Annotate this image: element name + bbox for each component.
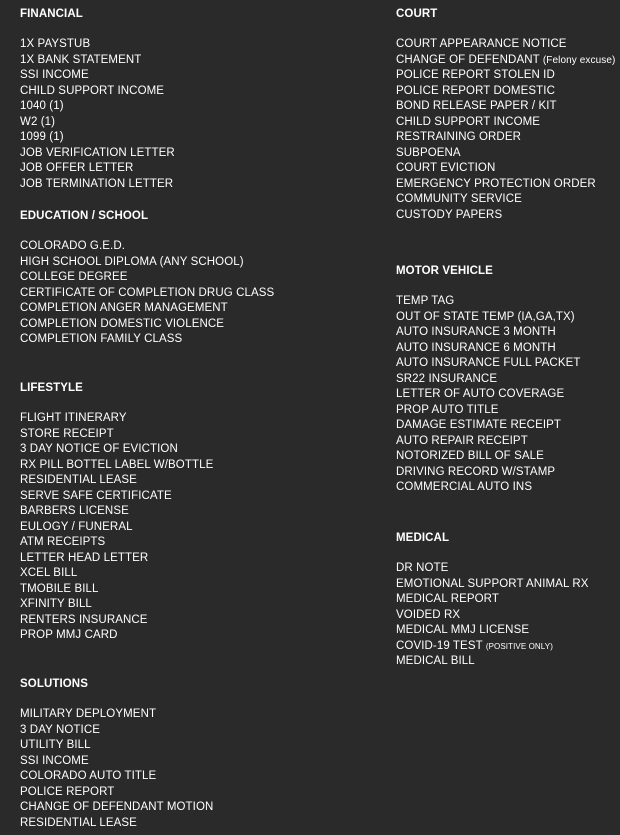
list-item	[20, 723, 213, 739]
item-list	[20, 707, 213, 831]
item-label: W2 (1)	[20, 115, 56, 128]
item-label: LETTER HEAD LETTER	[20, 551, 149, 564]
list-item	[396, 639, 589, 655]
item-label: CUSTODY PAPERS	[396, 208, 503, 221]
list-item	[20, 427, 213, 443]
list-item	[20, 177, 175, 193]
list-item	[20, 504, 213, 520]
item-list	[396, 294, 581, 496]
item-label: HIGH SCHOOL DIPLOMA (ANY SCHOOL)	[20, 255, 244, 268]
item-label: 1040 (1)	[20, 100, 64, 112]
list-item	[20, 754, 213, 770]
item-label: SR22 INSURANCE	[396, 372, 498, 385]
list-item	[396, 654, 589, 670]
list-item	[20, 270, 274, 286]
section-heading: MEDICAL	[396, 532, 450, 544]
list-item	[20, 115, 175, 131]
item-label: 3 DAY NOTICE OF EVICTION	[20, 443, 178, 455]
list-item	[396, 577, 589, 593]
item-label: EMERGENCY PROTECTION ORDER	[396, 177, 596, 190]
item-label: TEMP TAG	[396, 295, 455, 307]
item-label: CHILD SUPPORT INCOME	[396, 115, 541, 128]
list-item	[396, 208, 615, 224]
item-label: BARBERS LICENSE	[20, 505, 129, 517]
item-label: LETTER OF AUTO COVERAGE	[396, 388, 565, 400]
item-label: 1X BANK STATEMENT	[20, 53, 142, 66]
item-label: COURT APPEARANCE NOTICE	[396, 38, 567, 50]
item-label: VOIDED RX	[396, 608, 461, 621]
item-label: CERTIFICATE OF COMPLETION DRUG CLASS	[20, 286, 275, 299]
list-item	[20, 738, 213, 754]
list-item	[396, 592, 589, 608]
item-label: RX PILL BOTTEL LABEL W/BOTTLE	[20, 458, 214, 471]
list-item	[20, 582, 213, 598]
item-label: POLICE REPORT	[20, 785, 115, 798]
section-heading: SOLUTIONS	[20, 678, 88, 690]
section-court	[396, 7, 615, 223]
list-item	[396, 465, 581, 481]
item-label: XCEL BILL	[20, 567, 78, 579]
item-label: PROP MMJ CARD	[20, 629, 118, 641]
item-label: ATM RECEIPTS	[20, 536, 106, 548]
item-list	[20, 411, 213, 644]
item-label: COMPLETION ANGER MANAGEMENT	[20, 302, 228, 314]
list-item	[20, 520, 213, 536]
section-heading: LIFESTYLE	[20, 382, 83, 394]
list-item	[396, 53, 615, 69]
section-education-school	[20, 209, 274, 348]
item-label: RESTRAINING ORDER	[396, 131, 522, 143]
item-label: XFINITY BILL	[20, 598, 92, 610]
item-label: CHANGE OF DEFENDANT	[396, 53, 540, 66]
item-label: MEDICAL BILL	[396, 655, 475, 667]
item-label: COLLEGE DEGREE	[20, 271, 128, 283]
list-item	[20, 99, 175, 115]
list-item	[396, 434, 581, 450]
list-item	[396, 294, 581, 310]
section-heading: MOTOR VEHICLE	[396, 265, 493, 277]
list-item	[396, 480, 581, 496]
item-label: CHANGE OF DEFENDANT MOTION	[20, 801, 214, 813]
list-item	[396, 310, 581, 326]
list-item	[20, 53, 175, 69]
item-label: AUTO INSURANCE FULL PACKET	[396, 357, 581, 369]
list-item	[20, 613, 213, 629]
list-item	[396, 99, 615, 115]
section-medical	[396, 531, 589, 670]
list-item	[396, 68, 615, 84]
item-label: FLIGHT ITINERARY	[20, 412, 127, 424]
section-solutions	[20, 677, 213, 831]
list-item	[20, 816, 213, 832]
item-label: COMMERCIAL AUTO INS	[396, 481, 533, 493]
item-label: AUTO REPAIR RECEIPT	[396, 434, 528, 447]
list-item	[20, 332, 274, 348]
item-label: RENTERS INSURANCE	[20, 613, 148, 626]
list-item	[396, 387, 581, 403]
item-label: COMMUNITY SERVICE	[396, 193, 522, 205]
item-label: SSI INCOME	[20, 69, 89, 81]
list-item	[396, 403, 581, 419]
section-heading: COURT	[396, 8, 438, 20]
list-item	[20, 785, 213, 801]
item-label: DR NOTE	[396, 562, 449, 574]
section-lifestyle	[20, 381, 213, 644]
item-label: POLICE REPORT DOMESTIC	[396, 84, 555, 97]
item-label: MEDICAL MMJ LICENSE	[396, 624, 530, 636]
item-label: 1X PAYSTUB	[20, 38, 91, 50]
list-item	[20, 37, 175, 53]
list-item	[396, 115, 615, 131]
list-item	[20, 255, 274, 271]
item-label: COMPLETION DOMESTIC VIOLENCE	[20, 317, 225, 330]
list-item	[20, 130, 175, 146]
list-item	[20, 317, 274, 333]
item-label: MEDICAL REPORT	[396, 593, 500, 605]
list-item	[20, 239, 274, 255]
list-item	[396, 341, 581, 357]
list-item	[20, 68, 175, 84]
list-item	[20, 473, 213, 489]
item-label: AUTO INSURANCE 6 MONTH	[396, 341, 556, 354]
list-item	[396, 84, 615, 100]
item-label: DAMAGE ESTIMATE RECEIPT	[396, 419, 562, 431]
list-item	[20, 161, 175, 177]
item-label: CHILD SUPPORT INCOME	[20, 84, 165, 97]
list-item	[396, 37, 615, 53]
item-label: COLORADO AUTO TITLE	[20, 770, 157, 782]
list-item	[396, 449, 581, 465]
item-label: EULOGY / FUNERAL	[20, 520, 133, 533]
item-label: COVID-19 TEST	[396, 639, 483, 652]
list-item	[396, 372, 581, 388]
item-label: DRIVING RECORD W/STAMP	[396, 465, 556, 478]
item-label: RESIDENTIAL LEASE	[20, 816, 137, 829]
list-item	[20, 535, 213, 551]
list-item	[20, 301, 274, 317]
list-item	[20, 551, 213, 567]
list-item	[20, 597, 213, 613]
item-label: 1099 (1)	[20, 131, 64, 143]
list-item	[396, 161, 615, 177]
item-label: PROP AUTO TITLE	[396, 403, 499, 416]
list-item	[20, 628, 213, 644]
list-item	[396, 192, 615, 208]
list-item	[20, 146, 175, 162]
list-item	[20, 286, 274, 302]
item-label: MILITARY DEPLOYMENT	[20, 708, 157, 720]
section-heading: FINANCIAL	[20, 8, 83, 20]
list-item	[396, 130, 615, 146]
item-label: COLORADO G.E.D.	[20, 240, 126, 252]
item-label: AUTO INSURANCE 3 MONTH	[396, 326, 556, 338]
list-item	[396, 561, 589, 577]
item-label: JOB OFFER LETTER	[20, 162, 134, 174]
item-label: SUBPOENA	[396, 146, 461, 159]
item-label: BOND RELEASE PAPER / KIT	[396, 100, 557, 112]
list-item	[20, 489, 213, 505]
item-list	[396, 561, 589, 670]
list-item	[20, 566, 213, 582]
item-label: OUT OF STATE TEMP (IA,GA,TX)	[396, 310, 575, 323]
item-label: TMOBILE BILL	[20, 582, 99, 595]
list-item	[396, 325, 581, 341]
list-item	[20, 411, 213, 427]
section-motor-vehicle	[396, 264, 581, 496]
list-item	[396, 623, 589, 639]
item-label: EMOTIONAL SUPPORT ANIMAL RX	[396, 577, 589, 590]
item-label: SERVE SAFE CERTIFICATE	[20, 489, 172, 502]
item-list	[20, 239, 274, 348]
list-item	[20, 458, 213, 474]
list-item	[396, 608, 589, 624]
list-item	[20, 442, 213, 458]
item-label: COMPLETION FAMILY CLASS	[20, 333, 183, 345]
item-label: STORE RECEIPT	[20, 427, 114, 440]
item-label: UTILITY BILL	[20, 739, 91, 751]
item-label: RESIDENTIAL LEASE	[20, 474, 137, 486]
list-item	[396, 356, 581, 372]
item-note: (POSITIVE ONLY)	[485, 641, 553, 651]
item-label: SSI INCOME	[20, 754, 89, 767]
item-list	[20, 37, 175, 192]
item-label: 3 DAY NOTICE	[20, 723, 101, 736]
list-item	[20, 84, 175, 100]
item-label: COURT EVICTION	[396, 162, 496, 174]
item-label: NOTORIZED BILL OF SALE	[396, 450, 544, 462]
item-label: JOB TERMINATION LETTER	[20, 177, 174, 190]
list-item	[20, 800, 213, 816]
item-label: POLICE REPORT STOLEN ID	[396, 69, 555, 81]
section-heading: EDUCATION / SCHOOL	[20, 210, 149, 222]
list-item	[396, 418, 581, 434]
list-item	[20, 707, 213, 723]
item-note: (Felony excuse)	[542, 54, 616, 66]
list-item	[20, 769, 213, 785]
item-list	[396, 37, 615, 223]
item-label: JOB VERIFICATION LETTER	[20, 146, 175, 159]
section-financial	[20, 7, 175, 192]
list-item	[396, 177, 615, 193]
list-item	[396, 146, 615, 162]
